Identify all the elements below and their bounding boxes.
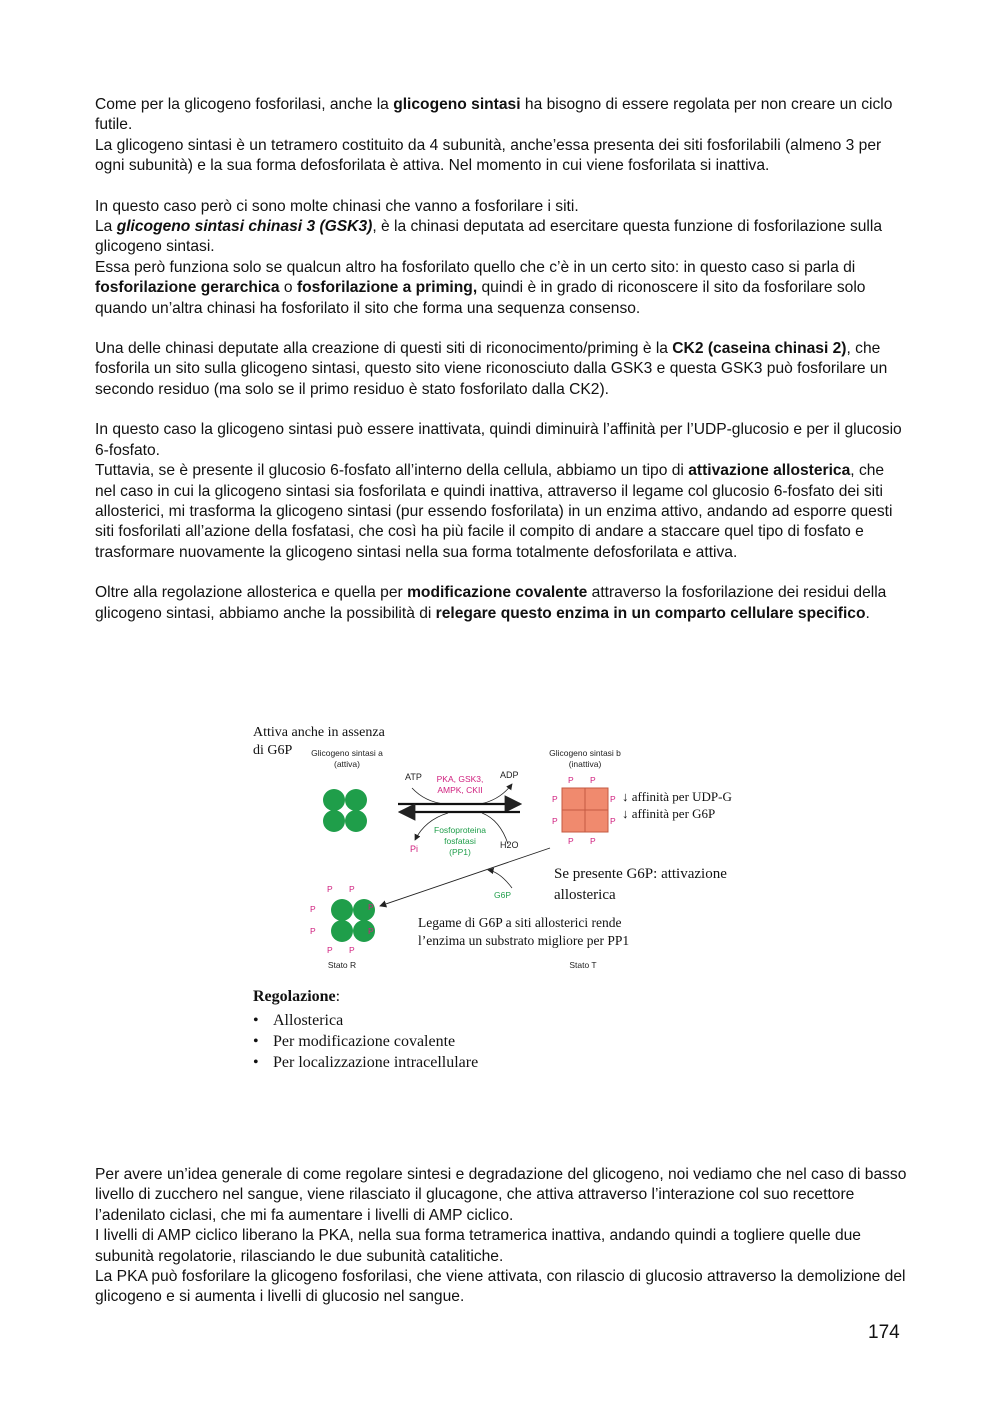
- paragraph-1b: [95, 136, 907, 177]
- regulation-heading: Regolazione: [253, 988, 336, 1005]
- regulation-diagram: [250, 720, 770, 990]
- bold-term: fosforilazione gerarchica: [95, 279, 280, 297]
- phospho-mark: P: [349, 945, 355, 955]
- phospho-mark: P: [610, 794, 616, 804]
- list-item: • Per modificazione covalente: [253, 1031, 478, 1052]
- subunit: [331, 920, 353, 942]
- phosphatase-label-2: fosfatasi: [444, 836, 476, 846]
- phospho-mark: P: [327, 884, 333, 894]
- pi-label: Pi: [410, 844, 419, 854]
- regulation-title: [253, 988, 340, 1006]
- regulation-list: [253, 1010, 478, 1073]
- phospho-mark: P: [552, 794, 558, 804]
- g6p-note-2: allosterica: [554, 887, 616, 903]
- subunit: [323, 789, 345, 811]
- phospho-mark: P: [349, 884, 355, 894]
- note-active: Attiva anche in assenza: [253, 725, 385, 740]
- phospho-mark: P: [368, 926, 374, 936]
- paragraph-4b: [95, 461, 907, 563]
- text: Tuttavia, se è presente il glucosio 6-fosfato all’interno della cellula, abbiamo un tipo di: [95, 462, 689, 480]
- bold-term: fosforilazione a priming,: [296, 279, 478, 297]
- paragraph-2a: [95, 197, 907, 217]
- subunit: [345, 789, 367, 811]
- text: attraverso la fosforilazione dei residui della glicogeno sintasi, abbiamo anche la possibilità di: [95, 584, 887, 622]
- text: , che nel caso in cui la glicogeno sintasi sia fosforilata e quindi inattiva, attraverso il legame col glucosio 6-fosfato dei siti allosterici, mi trasforma la glicogeno sintasi (pur essendo fosforilata) in un enzima attivo, andando ad esporre questi siti fosforilati all’azione della fosfatasi, che così ha più facile il compito di andare a staccare quel tipo di fosfato e trasformare nuovamente la glicogeno sintasi nella sua forma totalmente defosforilata e attiva.: [95, 462, 893, 561]
- text: La: [95, 218, 117, 236]
- paragraph-4a: [95, 420, 907, 461]
- phospho-mark: P: [610, 816, 616, 826]
- subunit: [331, 899, 353, 921]
- subunit: [323, 810, 345, 832]
- enzyme-a-state: (attiva): [334, 759, 360, 769]
- phospho-mark: P: [368, 902, 374, 912]
- phospho-mark: P: [590, 775, 596, 785]
- kinases-label-1: PKA, GSK3,: [436, 774, 484, 784]
- text: I livelli di AMP ciclico liberano la PKA, nella sua forma tetramerica inattiva, andando quindi a togliere quelle due subunità regolatorie, rilasciando le due subunità catalitiche.: [95, 1227, 861, 1265]
- text: , che fosforila un sito sulla glicogeno sintasi, questo sito viene riconosciuto dalla GSK3 e questa GSK3 può fosforilare un secondo residuo (ma solo se il primo residuo è stato fosforilato dalla CK2).: [95, 340, 888, 398]
- text: Per avere un’idea generale di come regolare sintesi e degradazione del glicogeno, noi vediamo che nel caso di basso livello di zucchero nel sangue, viene rilasciato il glucagone, che attiva attraverso l’interazione col suo recettore l’adenilato ciclasi, che mi fa aumentare i livelli di AMP ciclico.: [95, 1166, 907, 1224]
- bottom-text: [95, 1165, 907, 1308]
- binding-note-1: Legame di G6P a siti allosterici rende: [418, 915, 622, 930]
- text: ha bisogno di essere regolata per non creare un ciclo futile.: [95, 96, 893, 134]
- text: Come per la glicogeno fosforilasi, anche la: [95, 96, 394, 113]
- phosphatase-label-1: Fosfoproteina: [434, 825, 486, 835]
- phospho-mark: P: [568, 836, 574, 846]
- bold-term: relegare questo enzima in un comparto cellulare specifico: [435, 604, 866, 622]
- list-item: • Per localizzazione intracellulare: [253, 1052, 478, 1073]
- text: La glicogeno sintasi è un tetramero costituito da 4 subunità, anche’essa presenta dei siti fosforilabili (almeno 3 per ogni subunità) e la sua forma defosforilata è attiva. Nel momento in cui viene fosforilata si inattiva.: [95, 136, 882, 175]
- paragraph-6a: [95, 1165, 907, 1226]
- g6p-note-1: Se presente G6P: attivazione: [554, 866, 727, 882]
- enzyme-b-state: (inattiva): [568, 759, 602, 769]
- text: In questo caso però ci sono molte chinasi che vanno a fosforilare i siti.: [95, 197, 579, 215]
- bold-term: glicogeno sintasi: [393, 96, 521, 113]
- text: , è la chinasi deputata ad esercitare questa funzione di fosforilazione sulla glicogeno sintasi.: [95, 218, 883, 256]
- text: In questo caso la glicogeno sintasi può essere inattivata, quindi diminuirà l’affinità per l’UDP-glucosio e per il glucosio 6-fosfato.: [95, 421, 902, 459]
- text: .: [865, 604, 870, 622]
- phospho-mark: P: [310, 926, 316, 936]
- kinases-label-2: AMPK, CKII: [437, 785, 483, 795]
- g6p-curve: [488, 870, 512, 888]
- paragraph-1: [95, 95, 907, 136]
- page-number: 174: [868, 1322, 900, 1343]
- subunit: [345, 810, 367, 832]
- atp-label: ATP: [405, 772, 422, 782]
- enzyme-b-label: Glicogeno sintasi b: [549, 748, 621, 758]
- regulation-colon: :: [335, 988, 341, 1005]
- text: o: [279, 279, 297, 297]
- bold-term: modificazione covalente: [407, 584, 588, 602]
- phospho-mark: P: [568, 775, 574, 785]
- text: Essa però funziona solo se qualcun altro ha fosforilato quello che c’è in un certo sito: in questo caso si parla di: [95, 258, 856, 276]
- g6p-label: G6P: [494, 890, 512, 900]
- paragraph-2b: [95, 217, 907, 258]
- enzyme-a-label: Glicogeno sintasi a: [311, 748, 383, 758]
- adp-label: ADP: [500, 770, 519, 780]
- phospho-mark: P: [310, 904, 316, 914]
- text: Una delle chinasi deputate alla creazione di questi siti di riconocimento/priming è la: [95, 340, 673, 358]
- text: La PKA può fosforilare la glicogeno fosforilasi, che viene attivata, con rilascio di glucosio attraverso la demolizione del glicogeno e si aumenta i livelli di glucosio nel sangue.: [95, 1268, 906, 1306]
- bold-italic-term: glicogeno sintasi chinasi 3 (GSK3): [116, 218, 373, 236]
- paragraph-6c: [95, 1267, 907, 1308]
- paragraph-2c: [95, 258, 907, 319]
- phosphatase-label-3: (PP1): [449, 847, 471, 857]
- state-t-label: Stato T: [569, 960, 597, 970]
- paragraph-3: [95, 339, 907, 400]
- state-r-label: Stato R: [327, 960, 357, 970]
- list-item: • Allosterica: [253, 1010, 478, 1031]
- affinity-g6p: ↓ affinità per G6P: [622, 806, 716, 821]
- active-tetramer: [323, 789, 367, 832]
- adp-curve: [480, 784, 512, 804]
- phospho-mark: P: [327, 945, 333, 955]
- paragraph-6b: [95, 1226, 907, 1267]
- phospho-mark: P: [552, 816, 558, 826]
- inactive-tetramer: [562, 788, 608, 832]
- main-text: [95, 95, 907, 644]
- paragraph-5: [95, 583, 907, 624]
- binding-note-2: l’enzima un substrato migliore per PP1: [418, 933, 630, 948]
- phospho-mark: P: [590, 836, 596, 846]
- glycogen-synthase-figure: [250, 720, 770, 1080]
- affinity-udpg: ↓ affinità per UDP-G: [622, 789, 732, 804]
- text: quindi è in grado di riconoscere il sito da fosforilare solo quando un’altra chinasi ha fosforilato il sito che forma una sequenza consenso.: [95, 279, 866, 317]
- bold-term: CK2 (caseina chinasi 2): [672, 340, 847, 358]
- note-active-2: di G6P: [253, 743, 293, 758]
- h2o-label: H2O: [500, 840, 519, 850]
- bold-term: attivazione allosterica: [688, 462, 851, 480]
- text: Oltre alla regolazione allosterica e quella per: [95, 584, 408, 602]
